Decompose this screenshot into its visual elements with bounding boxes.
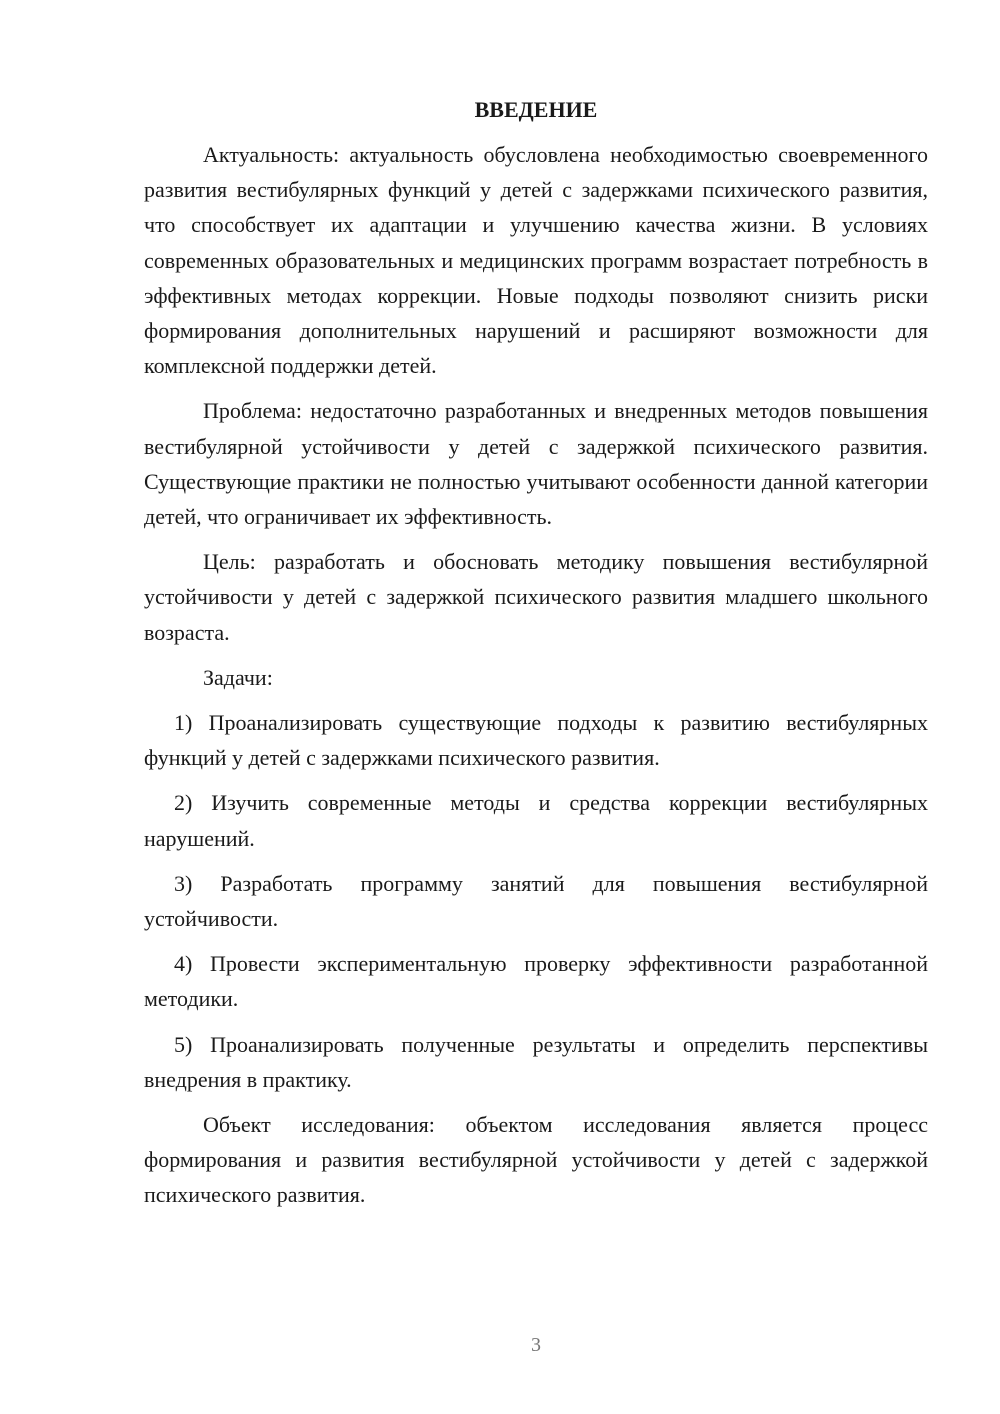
task-item: 1) Проанализировать существующие подходы к развитию вестибулярных функций у детей с задержками психического развития. — [144, 710, 928, 771]
page-number: 3 — [531, 1334, 541, 1356]
relevance-paragraph: Актуальность: актуальность обусловлена необходимостью своевременного развития вестибулярных функций у детей с задержками психического развития, что способствует их адаптации и улучшению качества жизни. В условиях современных образовательных и медицинских программ возрастает потребность в эффективных методах коррекции. Новые подходы позволяют снизить риски формирования дополнительных нарушений и расширяют возможности для комплексной поддержки детей. — [144, 142, 928, 379]
goal-paragraph: Цель: разработать и обосновать методику повышения вестибулярной устойчивости у детей с задержкой психического развития младшего школьного возраста. — [144, 549, 928, 645]
section-title: ВВЕДЕНИЕ — [474, 97, 598, 122]
task-item: 2) Изучить современные методы и средства коррекции вестибулярных нарушений. — [144, 790, 928, 851]
tasks-label: Задачи: — [203, 664, 273, 690]
task-item: 5) Проанализировать полученные результаты и определить перспективы внедрения в практику. — [144, 1031, 928, 1092]
object-paragraph: Объект исследования: объектом исследования является процесс формирования и развития вестибулярной устойчивости у детей с задержкой психического развития. — [144, 1112, 928, 1208]
task-item: 3) Разработать программу занятий для повышения вестибулярной устойчивости. — [144, 870, 928, 932]
document-body — [144, 92, 928, 1213]
problem-paragraph: Проблема: недостаточно разработанных и внедренных методов повышения вестибулярной устойчивости у детей с задержкой психического развития. Существующие практики не полностью учитывают особенности данной категории детей, что ограничивает их эффективность. — [144, 398, 928, 530]
task-item: 4) Провести экспериментальную проверку эффективности разработанной методики. — [144, 951, 928, 1012]
